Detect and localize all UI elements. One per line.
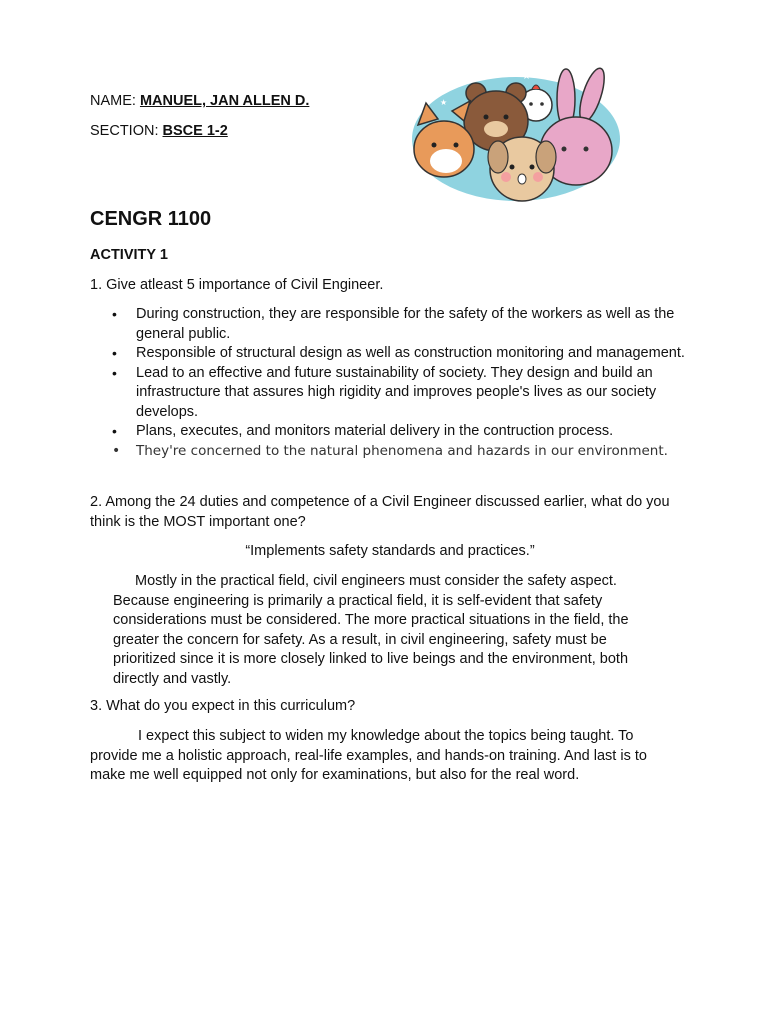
cartoon-animals-illustration — [404, 65, 624, 213]
answer-2-paragraph: Mostly in the practical field, civil engineers must consider the safety aspect. Because engineering is primarily a practical field, it is self-evident that safety considerations must be considered. The more practical situations in the field, the greater the concern for safety. As a result, in civil engineering, safety must be prioritized since it is more closely linked to live beings and the environment, both directly and vastly. — [113, 573, 629, 687]
name-label: NAME: — [90, 93, 136, 109]
list-item: • They're concerned to the natural phenomena and hazards in our environment. — [90, 442, 690, 462]
importance-list — [90, 305, 690, 461]
section-label: SECTION: — [90, 123, 159, 139]
answer-3-paragraph: I expect this subject to widen my knowledge about the topics being taught. To provide me a holistic approach, real-life examples, and hands-on training. And last is to make me well equipped not only for examinations, but also for the real word. — [90, 728, 647, 783]
list-item: • Responsible of structural design as well as construction monitoring and management. — [90, 344, 690, 364]
quoted-answer: “Implements safety standards and practices.” — [245, 543, 535, 559]
list-item: • During construction, they are responsible for the safety of the workers as well as the general public. — [90, 305, 690, 344]
question-3: 3. What do you expect in this curriculum? — [90, 698, 356, 714]
puppy-character — [488, 137, 556, 201]
star-icon: ★ — [522, 71, 531, 82]
section-value: BSCE 1-2 — [162, 123, 228, 139]
name-value: MANUEL, JAN ALLEN D. — [139, 93, 310, 109]
activity-label: ACTIVITY 1 — [90, 247, 168, 263]
question-1: 1. Give atleast 5 importance of Civil Engineer. — [90, 277, 384, 293]
list-item: • Lead to an effective and future sustainability of society. They design and build an infrastructure that assures high rigidity and improves people's lives as our society develops. — [90, 364, 690, 423]
section-line — [90, 123, 228, 139]
name-line — [90, 93, 309, 109]
question-2: 2. Among the 24 duties and competence of a Civil Engineer discussed earlier, what do you think is the MOST important one? — [90, 494, 670, 530]
course-title: CENGR 1100 — [90, 208, 212, 230]
star-icon: ★ — [440, 98, 448, 107]
list-item: • Plans, executes, and monitors material delivery in the contruction process. — [90, 422, 690, 442]
